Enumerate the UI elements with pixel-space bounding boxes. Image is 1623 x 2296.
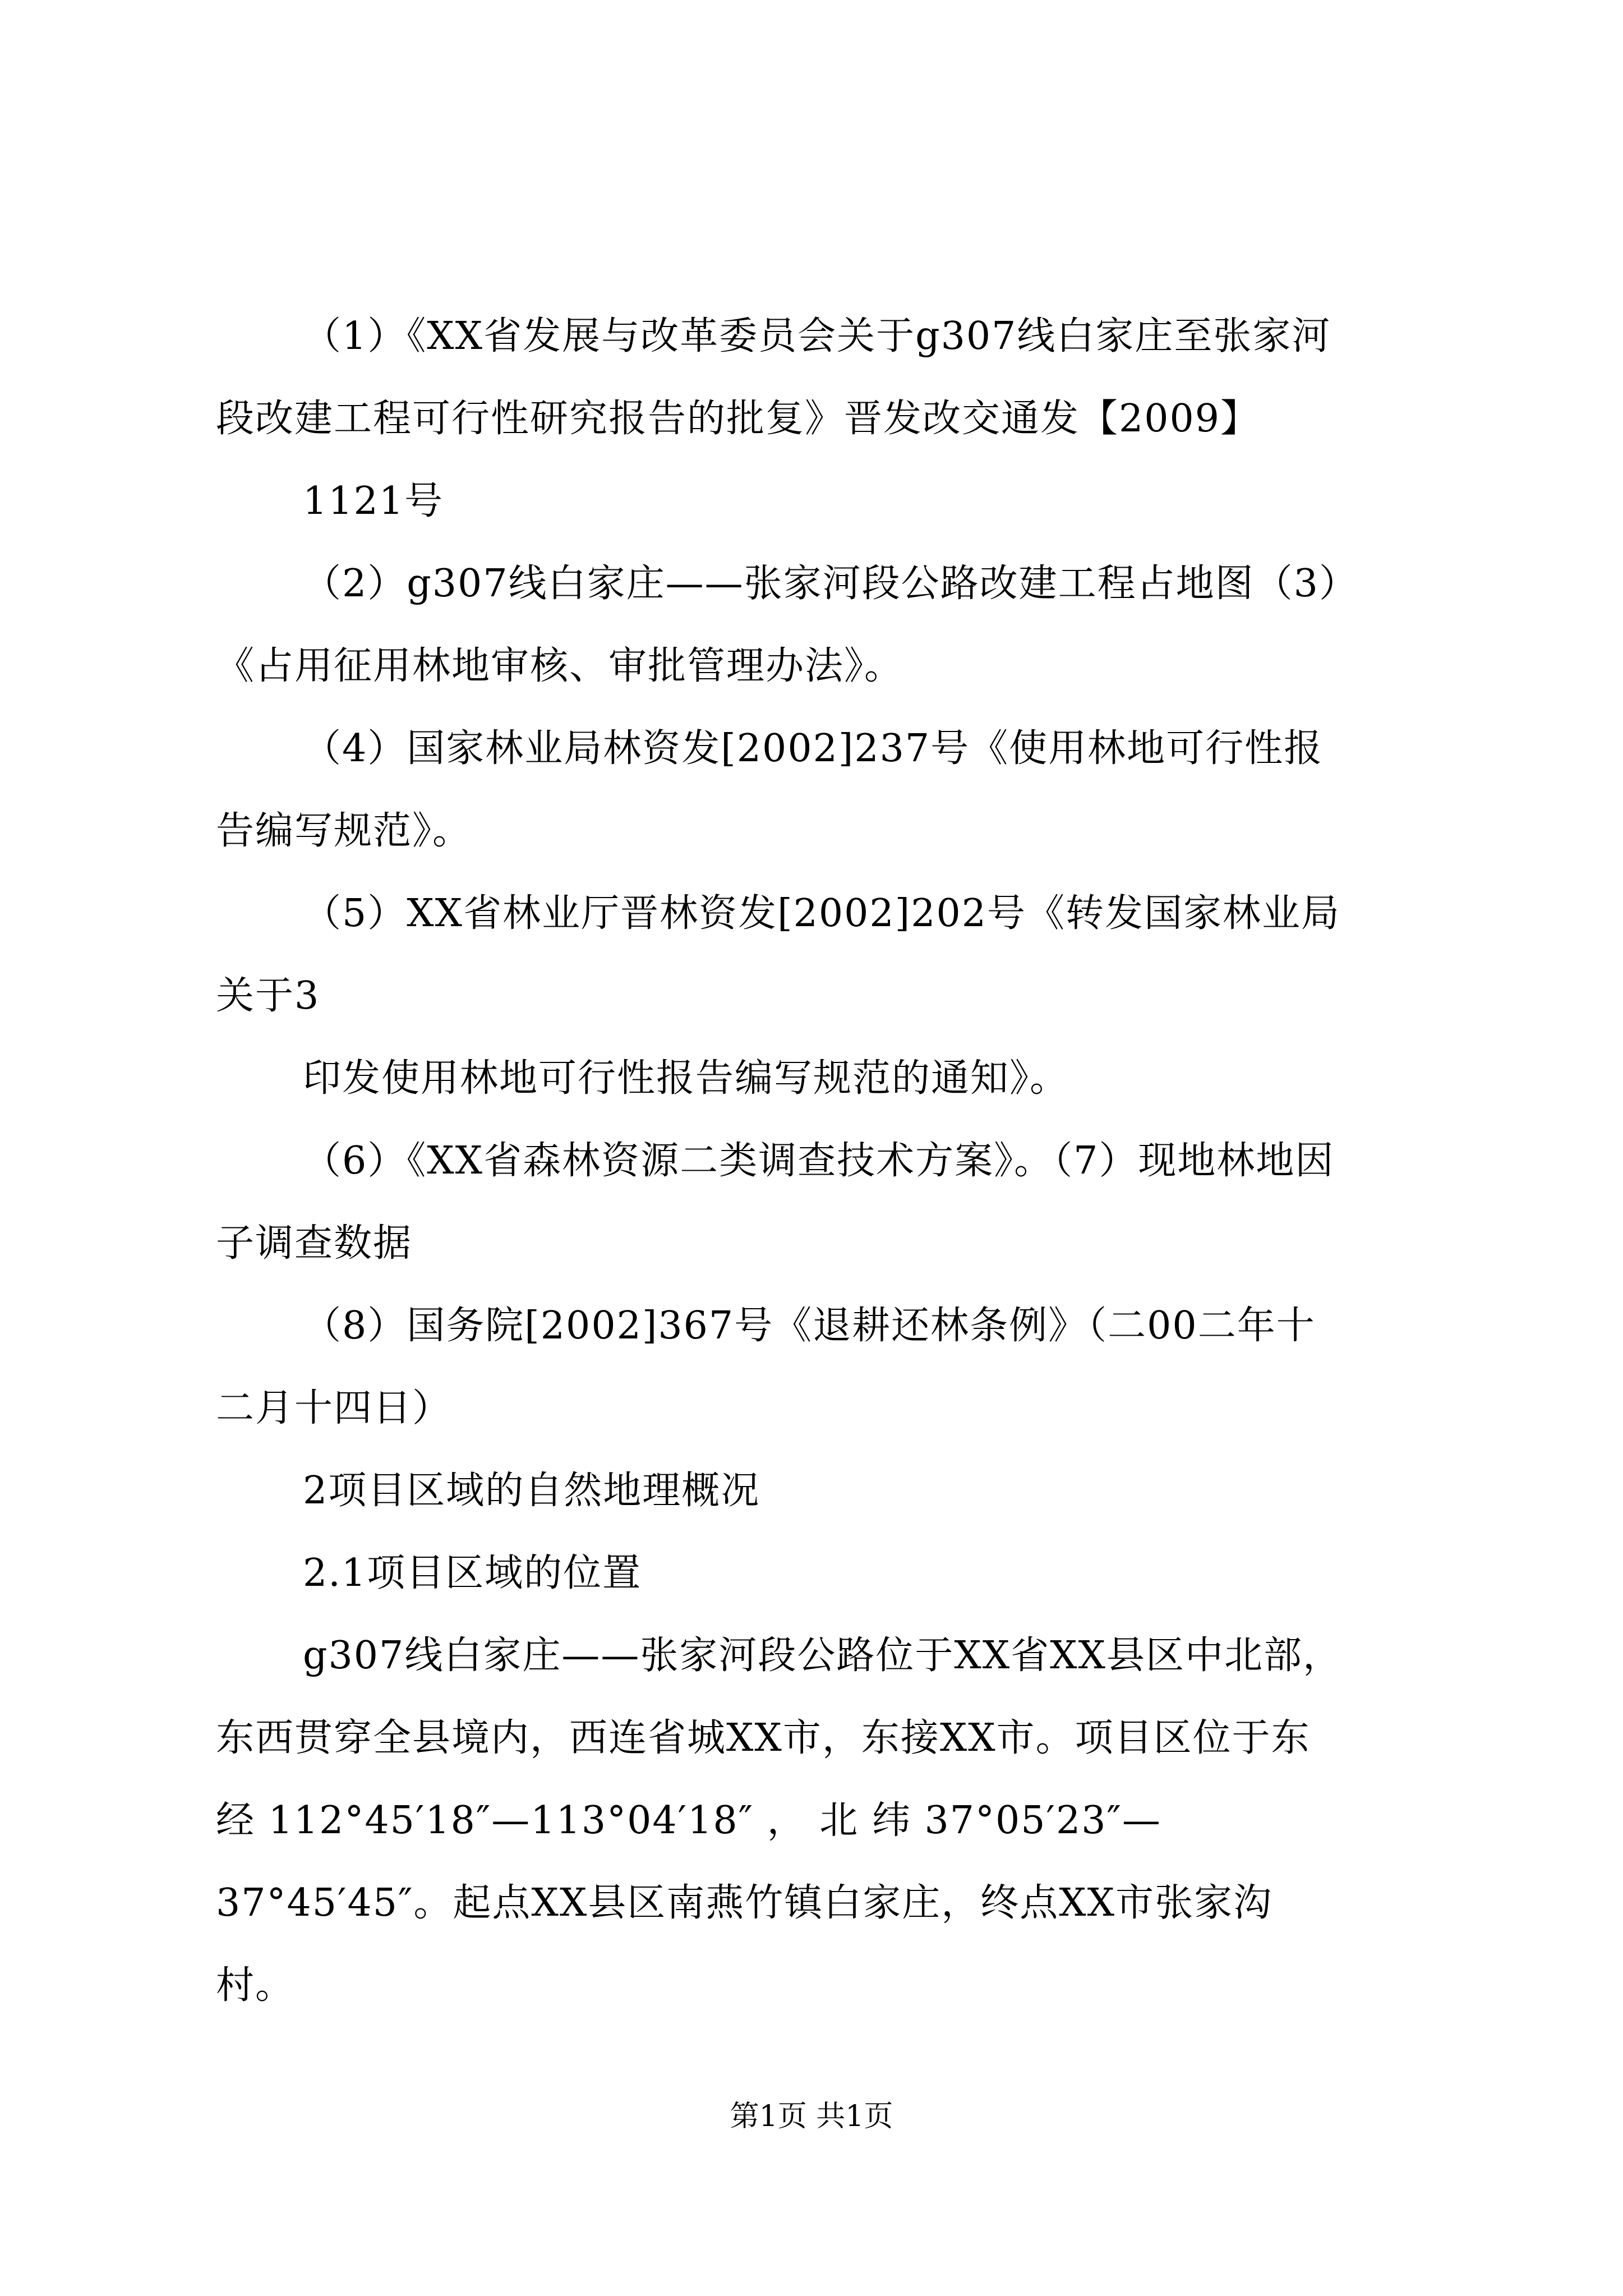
paragraph-line: 印发使用林地可行性报告编写规范的通知》。 (303, 1056, 1069, 1101)
paragraph-line: 告编写规范》。 (216, 809, 472, 853)
paragraph-line: （4）国家林业局林资发[2002]237号《使用林地可行性报 (303, 726, 1324, 771)
paragraph-line: （6）《XX省森林资源二类调查技术方案》。（7）现地林地因 (303, 1139, 1335, 1183)
paragraph-line: 段改建工程可行性研究报告的批复》晋发改交通发【2009】 (216, 397, 1260, 441)
section-heading: 2项目区域的自然地理概况 (303, 1469, 760, 1513)
paragraph-line: （2）g307线白家庄——张家河段公路改建工程占地图（3） (303, 562, 1358, 606)
paragraph-line: 《占用征用林地审核、审批管理办法》。 (216, 644, 904, 688)
paragraph-line: g307线白家庄——张家河段公路位于XX省XX县区中北部， (303, 1634, 1342, 1678)
paragraph-line: （5）XX省林业厅晋林资发[2002]202号《转发国家林业局 (303, 891, 1340, 936)
page-number-footer: 第1页 共1页 (730, 2100, 893, 2133)
paragraph-line: 二月十四日） (216, 1386, 452, 1430)
paragraph-line: 东西贯穿全县境内，西连省城XX市，东接XX市。项目区位于东 (216, 1716, 1311, 1760)
paragraph-line: （8）国务院[2002]367号《退耕还林条例》（二00二年十 (303, 1304, 1316, 1348)
paragraph-line: （1）《XX省发展与改革委员会关于g307线白家庄至张家河 (303, 314, 1331, 358)
paragraph-line: 村。 (216, 1963, 295, 2008)
paragraph-line: 1121号 (303, 479, 444, 523)
paragraph-line: 子调查数据 (216, 1221, 413, 1266)
paragraph-line: 37°45′45″。起点XX县区南燕竹镇白家庄，终点XX市张家沟 (216, 1881, 1273, 1925)
paragraph-line: 关于3 (216, 974, 320, 1018)
paragraph-line: 经 112°45′18″—113°04′18″ ， 北 纬 37°05′23″— (216, 1798, 1161, 1843)
subsection-heading: 2.1项目区域的位置 (303, 1551, 642, 1595)
